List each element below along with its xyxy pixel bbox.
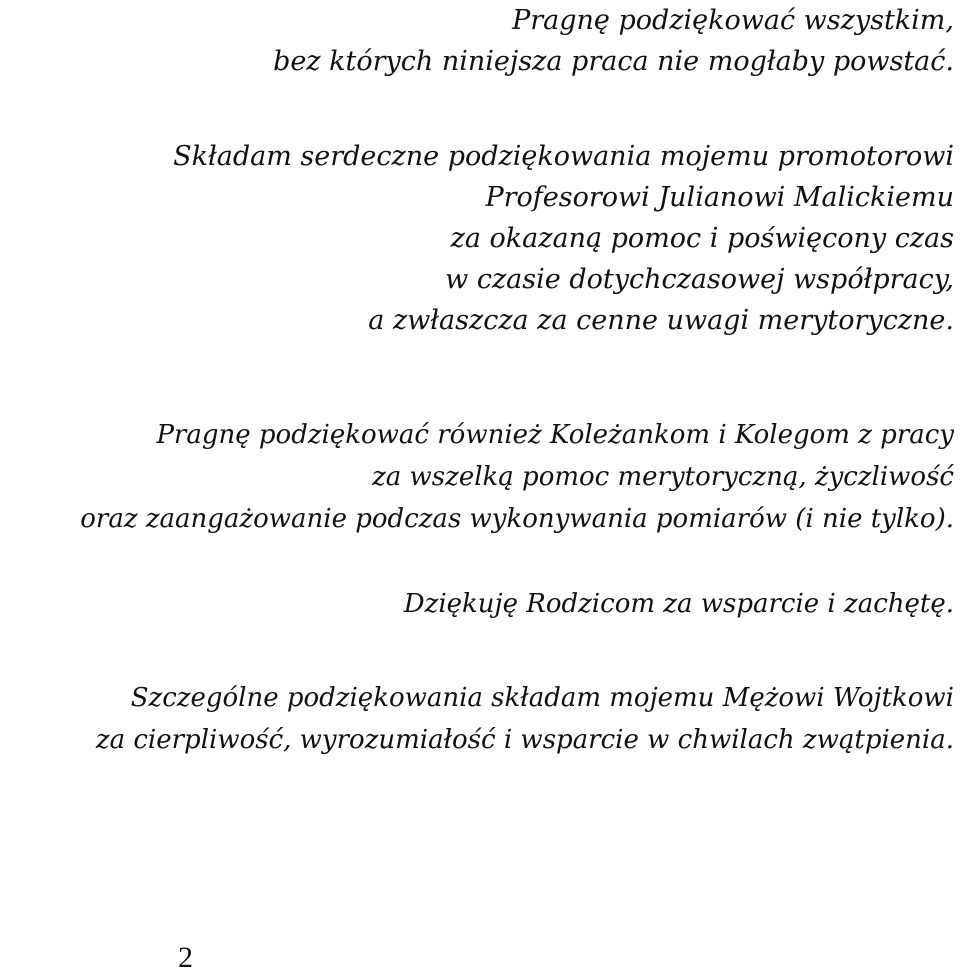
paragraph-line: Profesorowi Julianowi Malickiemu xyxy=(485,182,954,213)
acknowledgement-colleagues-paragraph xyxy=(4,414,954,540)
paragraph-line: Składam serdeczne podziękowania mojemu promotorowi xyxy=(173,141,954,172)
paragraph-line: w czasie dotychczasowej współpracy, xyxy=(445,264,954,295)
acknowledgement-parents-paragraph xyxy=(4,584,954,625)
paragraph-line: oraz zaangażowanie podczas wykonywania pomiarów (i nie tylko). xyxy=(80,504,954,534)
acknowledgement-supervisor-paragraph xyxy=(4,136,954,341)
paragraph-line: za cierpliwość, wyrozumiałość i wsparcie w chwilach zwątpienia. xyxy=(95,725,954,755)
page-number: 2 xyxy=(178,941,193,974)
paragraph-line: Pragnę podziękować wszystkim, xyxy=(512,5,954,36)
paragraph-line: Pragnę podziękować również Koleżankom i Kolegom z pracy xyxy=(156,420,954,450)
paragraph-line: za okazaną pomoc i poświęcony czas xyxy=(450,223,954,254)
acknowledgement-husband-paragraph xyxy=(4,677,954,761)
paragraph-line: bez których niniejsza praca nie mogłaby powstać. xyxy=(273,46,954,77)
paragraph-line: Szczególne podziękowania składam mojemu Mężowi Wojtkowi xyxy=(130,683,954,713)
paragraph-line: a zwłaszcza za cenne uwagi merytoryczne. xyxy=(368,305,954,336)
paragraph-line: Dziękuję Rodzicom za wsparcie i zachętę. xyxy=(403,589,954,619)
acknowledgement-intro-paragraph xyxy=(4,0,954,82)
paragraph-line: za wszelką pomoc merytoryczną, życzliwość xyxy=(372,462,954,492)
